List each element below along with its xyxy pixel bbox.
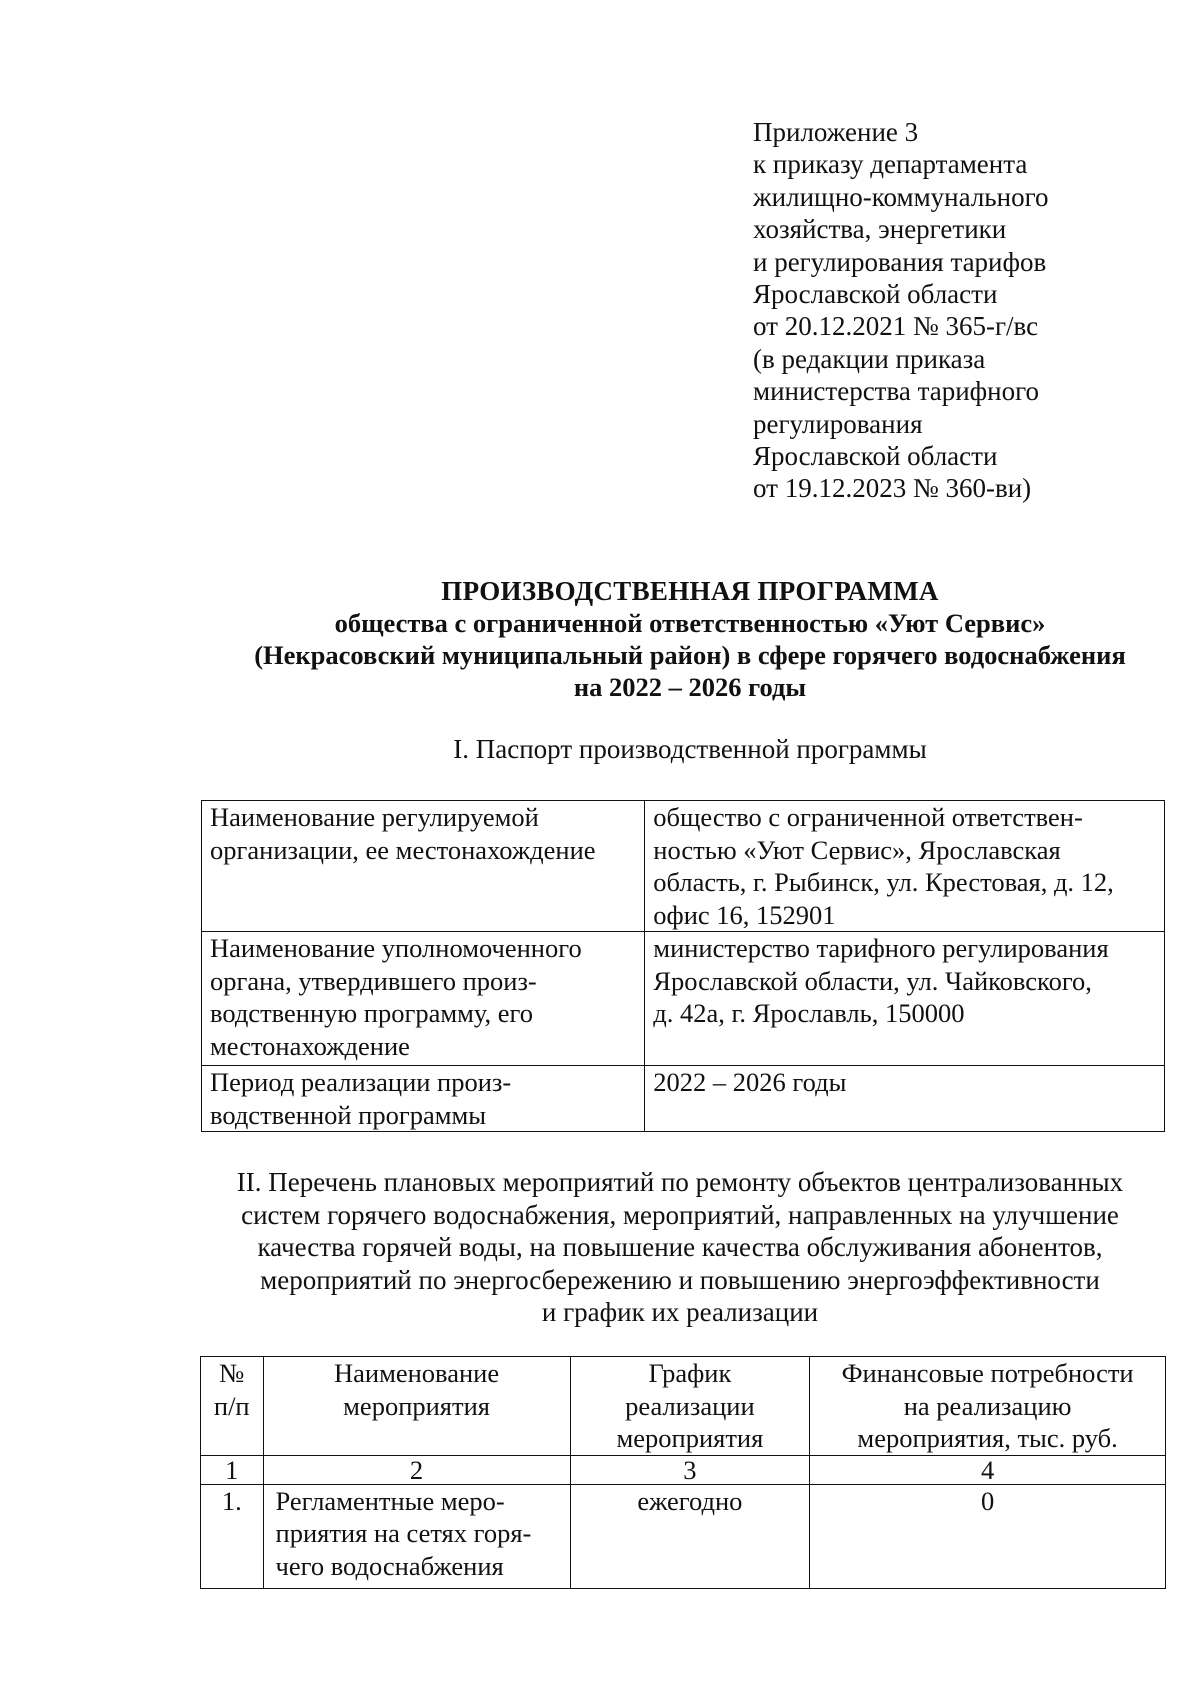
annex-line: хозяйства, энергетики	[753, 214, 1007, 245]
annex-line: от 20.12.2021 № 365-г/вс	[753, 311, 1039, 342]
header-cell-cost: Финансовые потребности на реализацию мероприятия, тыс. руб.	[810, 1357, 1166, 1456]
column-number-row	[201, 1455, 1166, 1484]
table-row	[201, 1484, 1166, 1588]
annex-line: жилищно-коммунального	[753, 181, 1049, 212]
annex-line: (в редакции приказа	[753, 343, 986, 374]
header-cell-schedule: График реализации мероприятия	[570, 1357, 810, 1456]
column-number: 1	[201, 1455, 264, 1484]
row-cost: 0	[810, 1484, 1166, 1588]
header-cell-name: Наименование мероприятия	[263, 1357, 570, 1456]
annex-line: Ярославской области	[753, 441, 998, 472]
title-line: на 2022 – 2026 годы	[573, 672, 807, 702]
annex-line: и регулирования тарифов	[753, 246, 1047, 277]
measures-table	[200, 1356, 1166, 1589]
table-cell-label: Наименование уполномоченного органа, утвердившего произ- водственную программу, его местонахождение	[202, 932, 645, 1066]
column-number: 3	[570, 1455, 810, 1484]
section-2-heading: II. Перечень плановых мероприятий по ремонту объектов централизованных систем горячего водоснабжения, мероприятий, направленных на улучшение качества горячей воды, на повышение качества обслуживания абонентов, мероприятий по энергосбережению и повышению энергоэффективности и график их реализации	[236, 1167, 1124, 1327]
table-cell-value: министерство тарифного регулирования Ярославской области, ул. Чайковского, д. 42а, г. Ярославль, 150000	[645, 932, 1165, 1066]
table-row	[202, 1066, 1165, 1132]
title-line: общества с ограниченной ответственностью «Уют Сервис»	[334, 608, 1046, 638]
document-title	[100, 575, 1200, 703]
table-header-row	[201, 1357, 1166, 1456]
table-row	[202, 932, 1165, 1066]
annex-line: от 19.12.2023 № 360-ви)	[753, 473, 1032, 504]
table-row	[202, 801, 1165, 932]
header-cell-number: № п/п	[201, 1357, 264, 1456]
annex-line: регулирования	[753, 408, 923, 439]
title-main: ПРОИЗВОДСТВЕННАЯ ПРОГРАММА	[441, 576, 939, 606]
table-cell-value: общество с ограниченной ответствен- ностью «Уют Сервис», Ярославская область, г. Рыбинск, ул. Крестовая, д. 12, офис 16, 152901	[645, 801, 1165, 932]
annex-line: министерства тарифного	[753, 376, 1040, 407]
table-cell-label: Наименование регулируемой организации, ее местонахождение	[202, 801, 645, 932]
passport-table	[201, 800, 1165, 1132]
row-number: 1.	[201, 1484, 264, 1588]
table-cell-value: 2022 – 2026 годы	[645, 1066, 1165, 1132]
title-line: (Некрасовский муниципальный район) в сфере горячего водоснабжения	[254, 640, 1126, 670]
annex-line: к приказу департамента	[753, 149, 1028, 180]
section-1-heading: I. Паспорт производственной программы	[453, 734, 927, 764]
annex-line: Приложение 3	[753, 117, 919, 147]
row-name: Регламентные меро- приятия на сетях горя- чего водоснабжения	[263, 1484, 570, 1588]
column-number: 4	[810, 1455, 1166, 1484]
row-schedule: ежегодно	[570, 1484, 810, 1588]
annex-reference	[753, 116, 1183, 505]
annex-line: Ярославской области	[753, 279, 998, 310]
column-number: 2	[263, 1455, 570, 1484]
table-cell-label: Период реализации произ- водственной программы	[202, 1066, 645, 1132]
